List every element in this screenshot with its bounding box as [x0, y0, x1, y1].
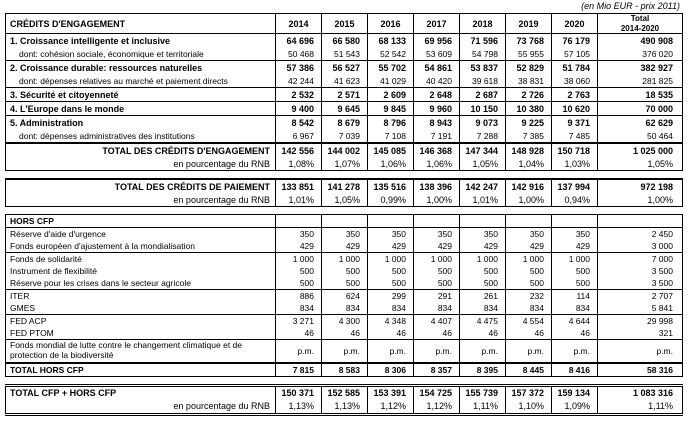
value-cell: 8 943 [414, 116, 460, 130]
value-cell: 8 679 [322, 116, 368, 130]
value-cell: 9 960 [414, 102, 460, 116]
total-value-cell: 1,05% [598, 157, 683, 171]
total-value-cell: 29 998 [598, 315, 683, 328]
value-cell: 145 085 [368, 143, 414, 157]
value-cell: 500 [368, 265, 414, 277]
total-value-cell: 3 000 [598, 240, 683, 253]
total-value-cell: 972 198 [598, 179, 683, 193]
row-label: 3. Sécurité et citoyenneté [6, 88, 276, 102]
table-row [6, 129, 683, 143]
value-cell: 42 244 [276, 74, 322, 88]
value-cell: 137 994 [552, 179, 598, 193]
value-cell: 1,03% [552, 157, 598, 171]
table-row [6, 302, 683, 315]
value-cell: 159 134 [552, 385, 598, 400]
value-cell: 2 726 [506, 88, 552, 102]
value-cell: p.m. [414, 340, 460, 363]
total-value-cell: 58 316 [598, 363, 683, 377]
value-cell: 153 391 [368, 385, 414, 400]
value-cell: 154 725 [414, 385, 460, 400]
value-cell: 56 527 [322, 61, 368, 75]
total-value-cell: 382 927 [598, 61, 683, 75]
value-cell: 9 400 [276, 102, 322, 116]
value-cell: 76 179 [552, 34, 598, 48]
col-header-2019: 2019 [506, 14, 552, 34]
row-label: en pourcentage du RNB [173, 401, 270, 412]
value-cell: 834 [506, 302, 552, 315]
value-cell: 7 288 [460, 129, 506, 143]
value-cell: 1,12% [368, 400, 414, 415]
value-cell: 1,13% [276, 400, 322, 415]
value-cell: 9 225 [506, 116, 552, 130]
value-cell: 55 702 [368, 61, 414, 75]
value-cell: 1,07% [322, 157, 368, 171]
value-cell: 53 609 [414, 47, 460, 61]
table-row [6, 88, 683, 102]
value-cell: 147 344 [460, 143, 506, 157]
empty-cell [276, 215, 322, 228]
value-cell: 138 396 [414, 179, 460, 193]
value-cell: 1 000 [506, 253, 552, 266]
row-label: TOTAL DES CRÉDITS D'ENGAGEMENT [102, 145, 270, 156]
row-label: Fonds mondial de lutte contre le changement climatique et de protection de la biodiversité [6, 340, 276, 363]
value-cell: 57 386 [276, 61, 322, 75]
row-label: en pourcentage du RNB [173, 194, 270, 205]
row-label: GMES [10, 303, 36, 314]
value-cell: 7 485 [552, 129, 598, 143]
value-cell: 261 [460, 290, 506, 303]
value-cell: 500 [552, 265, 598, 277]
value-cell: 500 [368, 277, 414, 290]
value-cell: 41 623 [322, 74, 368, 88]
empty-cell [460, 215, 506, 228]
total-value-cell: 18 535 [598, 88, 683, 102]
value-cell: 2 609 [368, 88, 414, 102]
value-cell: 1,08% [276, 157, 322, 171]
value-cell: 46 [414, 327, 460, 340]
value-cell: 51 543 [322, 47, 368, 61]
value-cell: 69 956 [414, 34, 460, 48]
value-cell: 500 [414, 265, 460, 277]
value-cell: 142 556 [276, 143, 322, 157]
grand-total-rows [6, 385, 683, 414]
value-cell: 9 845 [368, 102, 414, 116]
value-cell: 8 542 [276, 116, 322, 130]
engagement-table [5, 13, 683, 171]
total-value-cell: 7 000 [598, 253, 683, 266]
hors-cfp-total-row [6, 363, 683, 377]
value-cell: 1 000 [552, 253, 598, 266]
row-label: 1. Croissance intelligente et inclusive [10, 35, 171, 46]
row-label: 5. Administration [6, 116, 276, 130]
total-value-cell: 5 841 [598, 302, 683, 315]
value-cell: 135 516 [368, 179, 414, 193]
row-label: 2. Croissance durable: ressources naturelles [6, 61, 276, 75]
value-cell: 142 247 [460, 179, 506, 193]
value-cell: 8 416 [552, 363, 598, 377]
value-cell: 146 368 [414, 143, 460, 157]
value-cell: 157 372 [506, 385, 552, 400]
total-value-cell: 2 707 [598, 290, 683, 303]
table-row [6, 315, 683, 328]
table-row [6, 290, 683, 303]
value-cell: 3 271 [276, 315, 322, 328]
total-value-cell: p.m. [598, 340, 683, 363]
row-label: dont: cohésion sociale, économique et territoriale [19, 48, 204, 59]
total-value-cell: 490 908 [598, 34, 683, 48]
value-cell: 886 [276, 290, 322, 303]
total-value-cell: 1,00% [598, 193, 683, 207]
value-cell: 1,13% [322, 400, 368, 415]
value-cell: 350 [322, 228, 368, 241]
table-row [6, 193, 683, 207]
value-cell: 350 [506, 228, 552, 241]
value-cell: 64 696 [276, 34, 322, 48]
hors-cfp-title: HORS CFP [6, 215, 276, 228]
value-cell: 429 [414, 240, 460, 253]
value-cell: 1,01% [460, 193, 506, 207]
col-header-2016: 2016 [368, 14, 414, 34]
table-row [6, 47, 683, 61]
value-cell: 46 [460, 327, 506, 340]
value-cell: 429 [552, 240, 598, 253]
grand-total-table [5, 384, 683, 416]
row-label: Fonds de solidarité [6, 253, 276, 266]
value-cell: 1,06% [368, 157, 414, 171]
col-header-2017: 2017 [414, 14, 460, 34]
value-cell: p.m. [322, 340, 368, 363]
value-cell: 155 739 [460, 385, 506, 400]
value-cell: 500 [460, 277, 506, 290]
value-cell: 46 [276, 327, 322, 340]
value-cell: 500 [276, 265, 322, 277]
table-row [6, 102, 683, 116]
hors-cfp-table [5, 214, 683, 377]
value-cell: 350 [276, 228, 322, 241]
engagement-rows [6, 34, 683, 144]
value-cell: 624 [322, 290, 368, 303]
col-header-2018: 2018 [460, 14, 506, 34]
value-cell: 4 348 [368, 315, 414, 328]
value-cell: 68 133 [368, 34, 414, 48]
value-cell: p.m. [276, 340, 322, 363]
value-cell: 52 829 [506, 61, 552, 75]
total-value-cell: 62 629 [598, 116, 683, 130]
empty-cell [414, 215, 460, 228]
table-row [6, 240, 683, 253]
row-label: en pourcentage du RNB [173, 158, 270, 169]
row-label: TOTAL HORS CFP [10, 364, 84, 375]
value-cell: 152 585 [322, 385, 368, 400]
value-cell: 10 150 [460, 102, 506, 116]
engagement-total-rows [6, 143, 683, 171]
value-cell: 46 [368, 327, 414, 340]
value-cell: 1,05% [460, 157, 506, 171]
value-cell: 291 [414, 290, 460, 303]
value-cell: p.m. [506, 340, 552, 363]
value-cell: 144 002 [322, 143, 368, 157]
value-cell: 834 [460, 302, 506, 315]
row-label: ITER [6, 290, 276, 303]
row-label: Réserve d'aide d'urgence [10, 229, 106, 240]
value-cell: 57 105 [552, 47, 598, 61]
value-cell: 148 928 [506, 143, 552, 157]
value-cell: 500 [276, 277, 322, 290]
value-cell: p.m. [552, 340, 598, 363]
total-value-cell: 1 025 000 [598, 143, 683, 157]
value-cell: 1,01% [276, 193, 322, 207]
unit-note: (en Mio EUR - prix 2011) [581, 1, 680, 11]
table-row [6, 400, 683, 415]
value-cell: 2 687 [460, 88, 506, 102]
value-cell: 4 554 [506, 315, 552, 328]
value-cell: 429 [322, 240, 368, 253]
value-cell: 350 [368, 228, 414, 241]
value-cell: 834 [322, 302, 368, 315]
value-cell: 9 371 [552, 116, 598, 130]
value-cell: 141 278 [322, 179, 368, 193]
value-cell: 133 851 [276, 179, 322, 193]
value-cell: 6 967 [276, 129, 322, 143]
value-cell: 54 798 [460, 47, 506, 61]
value-cell: 1,00% [506, 193, 552, 207]
value-cell: 350 [460, 228, 506, 241]
table-row [6, 74, 683, 88]
row-label: dont: dépenses administratives des institutions [19, 130, 195, 141]
engagement-header-row [6, 14, 683, 34]
total-value-cell: 376 020 [598, 47, 683, 61]
value-cell: 4 300 [322, 315, 368, 328]
col-header-2015: 2015 [322, 14, 368, 34]
row-label: Instrument de flexibilité [10, 266, 97, 277]
value-cell: 834 [414, 302, 460, 315]
value-cell: 4 644 [552, 315, 598, 328]
total-value-cell: 70 000 [598, 102, 683, 116]
value-cell: 2 763 [552, 88, 598, 102]
value-cell: 500 [460, 265, 506, 277]
table-row [6, 253, 683, 266]
value-cell: 429 [460, 240, 506, 253]
table-row [6, 34, 683, 48]
value-cell: 71 596 [460, 34, 506, 48]
value-cell: 142 916 [506, 179, 552, 193]
empty-cell [506, 215, 552, 228]
row-label: FED PTOM [10, 328, 54, 339]
value-cell: 350 [552, 228, 598, 241]
empty-cell [368, 215, 414, 228]
table-row [6, 143, 683, 157]
value-cell: 350 [414, 228, 460, 241]
value-cell: 10 380 [506, 102, 552, 116]
value-cell: 10 620 [552, 102, 598, 116]
row-label: FED ACP [6, 315, 276, 328]
value-cell: 1 000 [460, 253, 506, 266]
row-label: dont: dépenses relatives au marché et paiement directs [19, 75, 228, 86]
row-label: TOTAL DES CRÉDITS DE PAIEMENT [114, 181, 270, 192]
value-cell: 834 [368, 302, 414, 315]
row-label: Réserve pour les crises dans le secteur agricole [10, 278, 191, 289]
value-cell: 9 073 [460, 116, 506, 130]
table-row [6, 277, 683, 290]
paiement-table [5, 178, 683, 207]
col-header-2020: 2020 [552, 14, 598, 34]
value-cell: 1,11% [460, 400, 506, 415]
value-cell: 1,05% [322, 193, 368, 207]
total-value-cell: 1 083 316 [598, 385, 683, 400]
table-row [6, 363, 683, 377]
value-cell: 0,99% [368, 193, 414, 207]
engagement-table-title: CRÉDITS D'ENGAGEMENT [6, 14, 276, 34]
total-value-cell: 1,11% [598, 400, 683, 415]
table-row [6, 116, 683, 130]
value-cell: 429 [506, 240, 552, 253]
value-cell: 2 648 [414, 88, 460, 102]
value-cell: 46 [506, 327, 552, 340]
table-row [6, 385, 683, 400]
value-cell: 7 385 [506, 129, 552, 143]
value-cell: 299 [368, 290, 414, 303]
value-cell: 41 029 [368, 74, 414, 88]
col-header-2014: 2014 [276, 14, 322, 34]
value-cell: 50 468 [276, 47, 322, 61]
value-cell: 7 191 [414, 129, 460, 143]
value-cell: 7 815 [276, 363, 322, 377]
value-cell: 40 420 [414, 74, 460, 88]
value-cell: 232 [506, 290, 552, 303]
value-cell: 500 [322, 277, 368, 290]
table-row [6, 228, 683, 241]
value-cell: 1,04% [506, 157, 552, 171]
value-cell: 52 542 [368, 47, 414, 61]
value-cell: 38 831 [506, 74, 552, 88]
value-cell: 8 306 [368, 363, 414, 377]
value-cell: 7 039 [322, 129, 368, 143]
value-cell: 500 [414, 277, 460, 290]
value-cell: 500 [506, 277, 552, 290]
value-cell: 429 [276, 240, 322, 253]
value-cell: 4 407 [414, 315, 460, 328]
value-cell: 2 571 [322, 88, 368, 102]
total-header-line2: 2014-2020 [620, 23, 660, 33]
value-cell: 9 645 [322, 102, 368, 116]
value-cell: 834 [276, 302, 322, 315]
value-cell: 2 532 [276, 88, 322, 102]
total-value-cell: 281 825 [598, 74, 683, 88]
value-cell: 429 [368, 240, 414, 253]
value-cell: 4 475 [460, 315, 506, 328]
value-cell: 0,94% [552, 193, 598, 207]
value-cell: 66 580 [322, 34, 368, 48]
table-row [6, 265, 683, 277]
hors-cfp-rows [6, 228, 683, 363]
value-cell: 7 108 [368, 129, 414, 143]
value-cell: 1,09% [552, 400, 598, 415]
value-cell: 1 000 [414, 253, 460, 266]
value-cell: 150 371 [276, 385, 322, 400]
value-cell: 500 [552, 277, 598, 290]
value-cell: p.m. [460, 340, 506, 363]
value-cell: 73 768 [506, 34, 552, 48]
total-header-line1: Total [630, 14, 650, 23]
value-cell: 1,10% [506, 400, 552, 415]
value-cell: 38 060 [552, 74, 598, 88]
value-cell: 1 000 [276, 253, 322, 266]
value-cell: 1 000 [368, 253, 414, 266]
empty-cell [552, 215, 598, 228]
empty-cell [598, 215, 683, 228]
table-row [6, 157, 683, 171]
value-cell: 55 955 [506, 47, 552, 61]
value-cell: 54 861 [414, 61, 460, 75]
table-row [6, 340, 683, 363]
value-cell: 1 000 [322, 253, 368, 266]
value-cell: 114 [552, 290, 598, 303]
value-cell: 150 718 [552, 143, 598, 157]
value-cell: 1,00% [414, 193, 460, 207]
table-row [6, 61, 683, 75]
table-row [6, 327, 683, 340]
total-value-cell: 3 500 [598, 265, 683, 277]
row-label: TOTAL CFP + HORS CFP [10, 388, 117, 399]
col-header-total [598, 14, 683, 34]
total-value-cell: 321 [598, 327, 683, 340]
value-cell: 500 [322, 265, 368, 277]
value-cell: 46 [552, 327, 598, 340]
value-cell: 46 [322, 327, 368, 340]
value-cell: p.m. [368, 340, 414, 363]
value-cell: 53 837 [460, 61, 506, 75]
value-cell: 8 395 [460, 363, 506, 377]
value-cell: 834 [552, 302, 598, 315]
hors-cfp-header-row [6, 215, 683, 228]
table-row [6, 179, 683, 193]
value-cell: 8 445 [506, 363, 552, 377]
total-value-cell: 50 464 [598, 129, 683, 143]
value-cell: 8 796 [368, 116, 414, 130]
total-value-cell: 3 500 [598, 277, 683, 290]
value-cell: 8 357 [414, 363, 460, 377]
value-cell: 39 618 [460, 74, 506, 88]
total-value-cell: 2 450 [598, 228, 683, 241]
empty-cell [322, 215, 368, 228]
row-label: Fonds européen d'ajustement à la mondialisation [10, 241, 195, 252]
paiement-rows [6, 179, 683, 207]
value-cell: 51 784 [552, 61, 598, 75]
value-cell: 1,12% [414, 400, 460, 415]
row-label: 4. L'Europe dans le monde [6, 102, 276, 116]
value-cell: 500 [506, 265, 552, 277]
value-cell: 8 583 [322, 363, 368, 377]
value-cell: 1,06% [414, 157, 460, 171]
